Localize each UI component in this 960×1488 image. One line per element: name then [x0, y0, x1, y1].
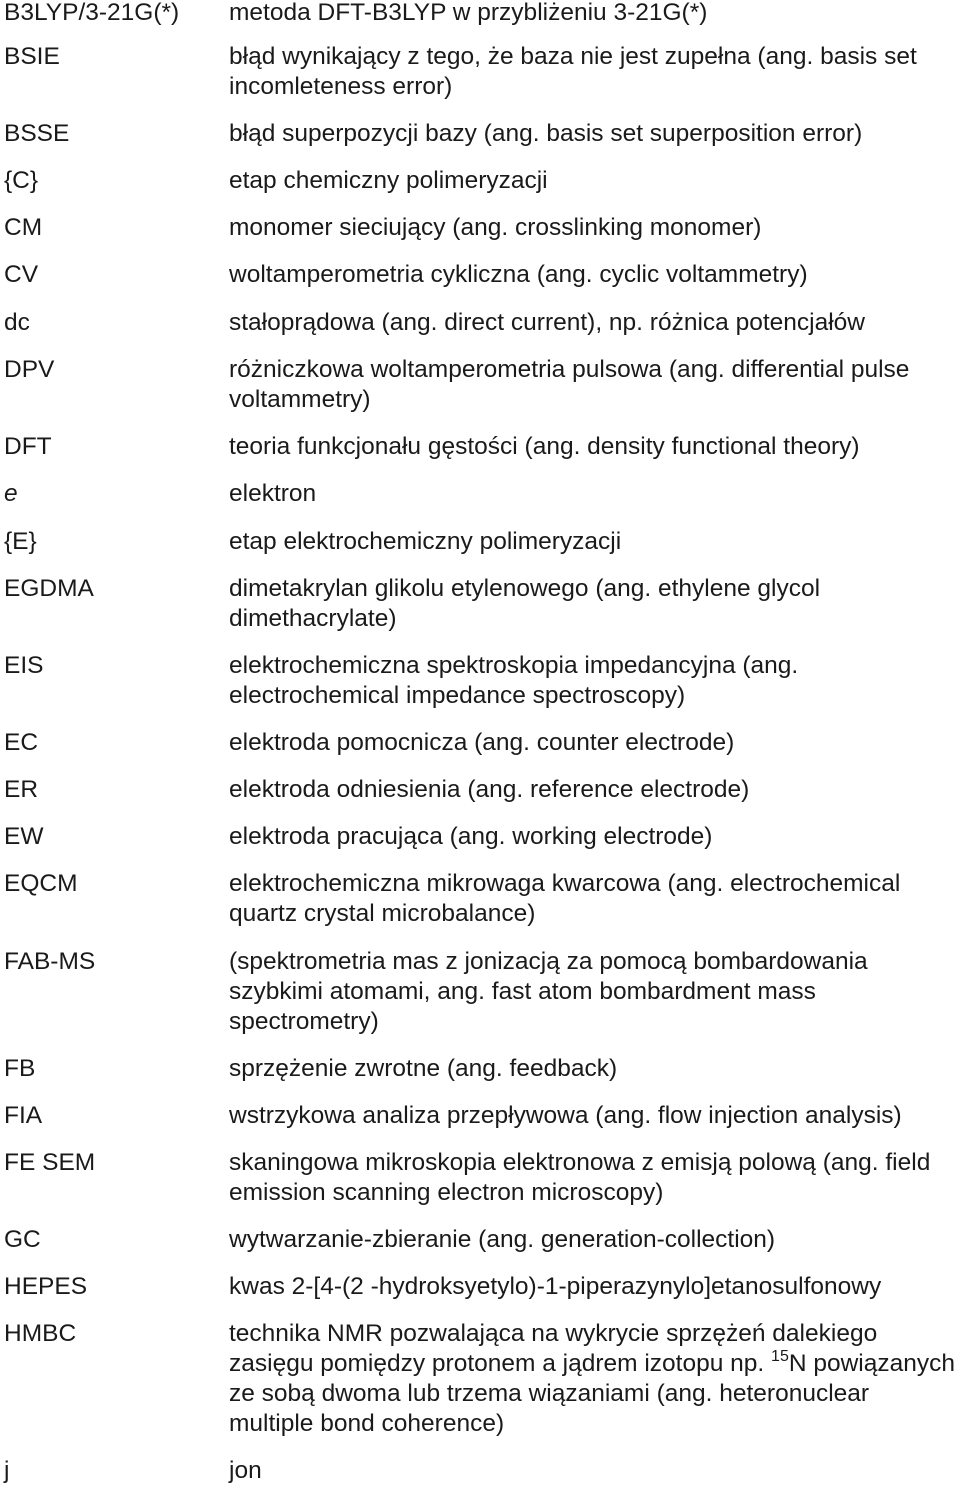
definition: metoda DFT-B3LYP w przybliżeniu 3-21G(*) — [229, 0, 708, 26]
isotope-superscript: 15 — [771, 1348, 789, 1365]
definition: jon — [229, 1457, 262, 1484]
definition: stałoprądowa (ang. direct current), np. różnica potencjałów — [229, 309, 865, 336]
abbreviation: {C} — [4, 167, 39, 194]
abbreviation: dc — [4, 309, 30, 336]
definition: etap chemiczny polimeryzacji — [229, 167, 548, 194]
definition: elektrochemiczna spektroskopia impedancyjna (ang. electrochemical impedance spectroscopy) — [229, 652, 799, 709]
abbreviation: B3LYP/3-21G(*) — [4, 0, 180, 26]
definition: teoria funkcjonału gęstości (ang. density functional theory) — [229, 433, 860, 460]
definition: sprzężenie zwrotne (ang. feedback) — [229, 1055, 618, 1082]
abbreviation: BSIE — [4, 43, 60, 70]
abbreviation: {E} — [4, 528, 37, 555]
definition: błąd superpozycji bazy (ang. basis set superposition error) — [229, 120, 863, 147]
abbreviation: EGDMA — [4, 575, 94, 602]
definition: kwas 2-[4-(2 -hydroksyetylo)-1-piperazynylo]etanosulfonowy — [229, 1273, 882, 1300]
abbreviation: DFT — [4, 433, 52, 460]
definition: elektrochemiczna mikrowaga kwarcowa (ang. electrochemical quartz crystal microbalance) — [229, 870, 901, 927]
definition: woltamperometria cykliczna (ang. cyclic voltammetry) — [229, 261, 808, 288]
abbreviation: e — [4, 480, 18, 507]
abbreviation: HEPES — [4, 1273, 88, 1300]
definition: (spektrometria mas z jonizacją za pomocą bombardowania szybkimi atomami, ang. fast atom bombardment mass spectrometry) — [229, 948, 868, 1035]
abbreviation: EQCM — [4, 870, 78, 897]
definition: elektroda pracująca (ang. working electrode) — [229, 823, 713, 850]
abbreviation: HMBC — [4, 1320, 77, 1347]
abbreviation: CV — [4, 261, 39, 288]
abbreviation: ER — [4, 776, 39, 803]
definition: błąd wynikający z tego, że baza nie jest zupełna (ang. basis set incomleteness error) — [229, 43, 917, 100]
abbreviation: GC — [4, 1226, 41, 1253]
definition: różniczkowa woltamperometria pulsowa (ang. differential pulse voltammetry) — [229, 356, 910, 413]
definition: monomer sieciujący (ang. crosslinking monomer) — [229, 214, 762, 241]
abbreviation: EIS — [4, 652, 44, 679]
abbreviation: FE SEM — [4, 1149, 96, 1176]
abbreviation: BSSE — [4, 120, 70, 147]
abbreviation: DPV — [4, 356, 55, 383]
definition: skaningowa mikroskopia elektronowa z emisją polową (ang. field emission scanning electron microscopy) — [229, 1149, 931, 1206]
definition-text: technika NMR pozwalająca na wykrycie sprzężeń dalekiego zasięgu pomiędzy protonem a jądrem izotopu np. — [229, 1320, 878, 1377]
definition — [229, 1319, 957, 1439]
definition: elektron — [229, 480, 317, 507]
abbreviation: FB — [4, 1055, 36, 1082]
abbreviation: EC — [4, 729, 39, 756]
definition: elektroda pomocnicza (ang. counter electrode) — [229, 729, 735, 756]
definition-text-continued: N powiązanych ze sobą dwoma lub trzema wiązaniami (ang. heteronuclear multiple bond coherence) — [229, 1350, 955, 1437]
abbreviation: EW — [4, 823, 44, 850]
definition: elektroda odniesienia (ang. reference electrode) — [229, 776, 750, 803]
definition: wstrzykowa analiza przepływowa (ang. flow injection analysis) — [229, 1102, 902, 1129]
abbreviation: FIA — [4, 1102, 43, 1129]
abbreviation: j — [4, 1457, 10, 1484]
abbreviation: FAB-MS — [4, 948, 96, 975]
definition: wytwarzanie-zbieranie (ang. generation-collection) — [229, 1226, 776, 1253]
abbreviation: CM — [4, 214, 43, 241]
definition: etap elektrochemiczny polimeryzacji — [229, 528, 622, 555]
definition: dimetakrylan glikolu etylenowego (ang. ethylene glycol dimethacrylate) — [229, 575, 821, 632]
